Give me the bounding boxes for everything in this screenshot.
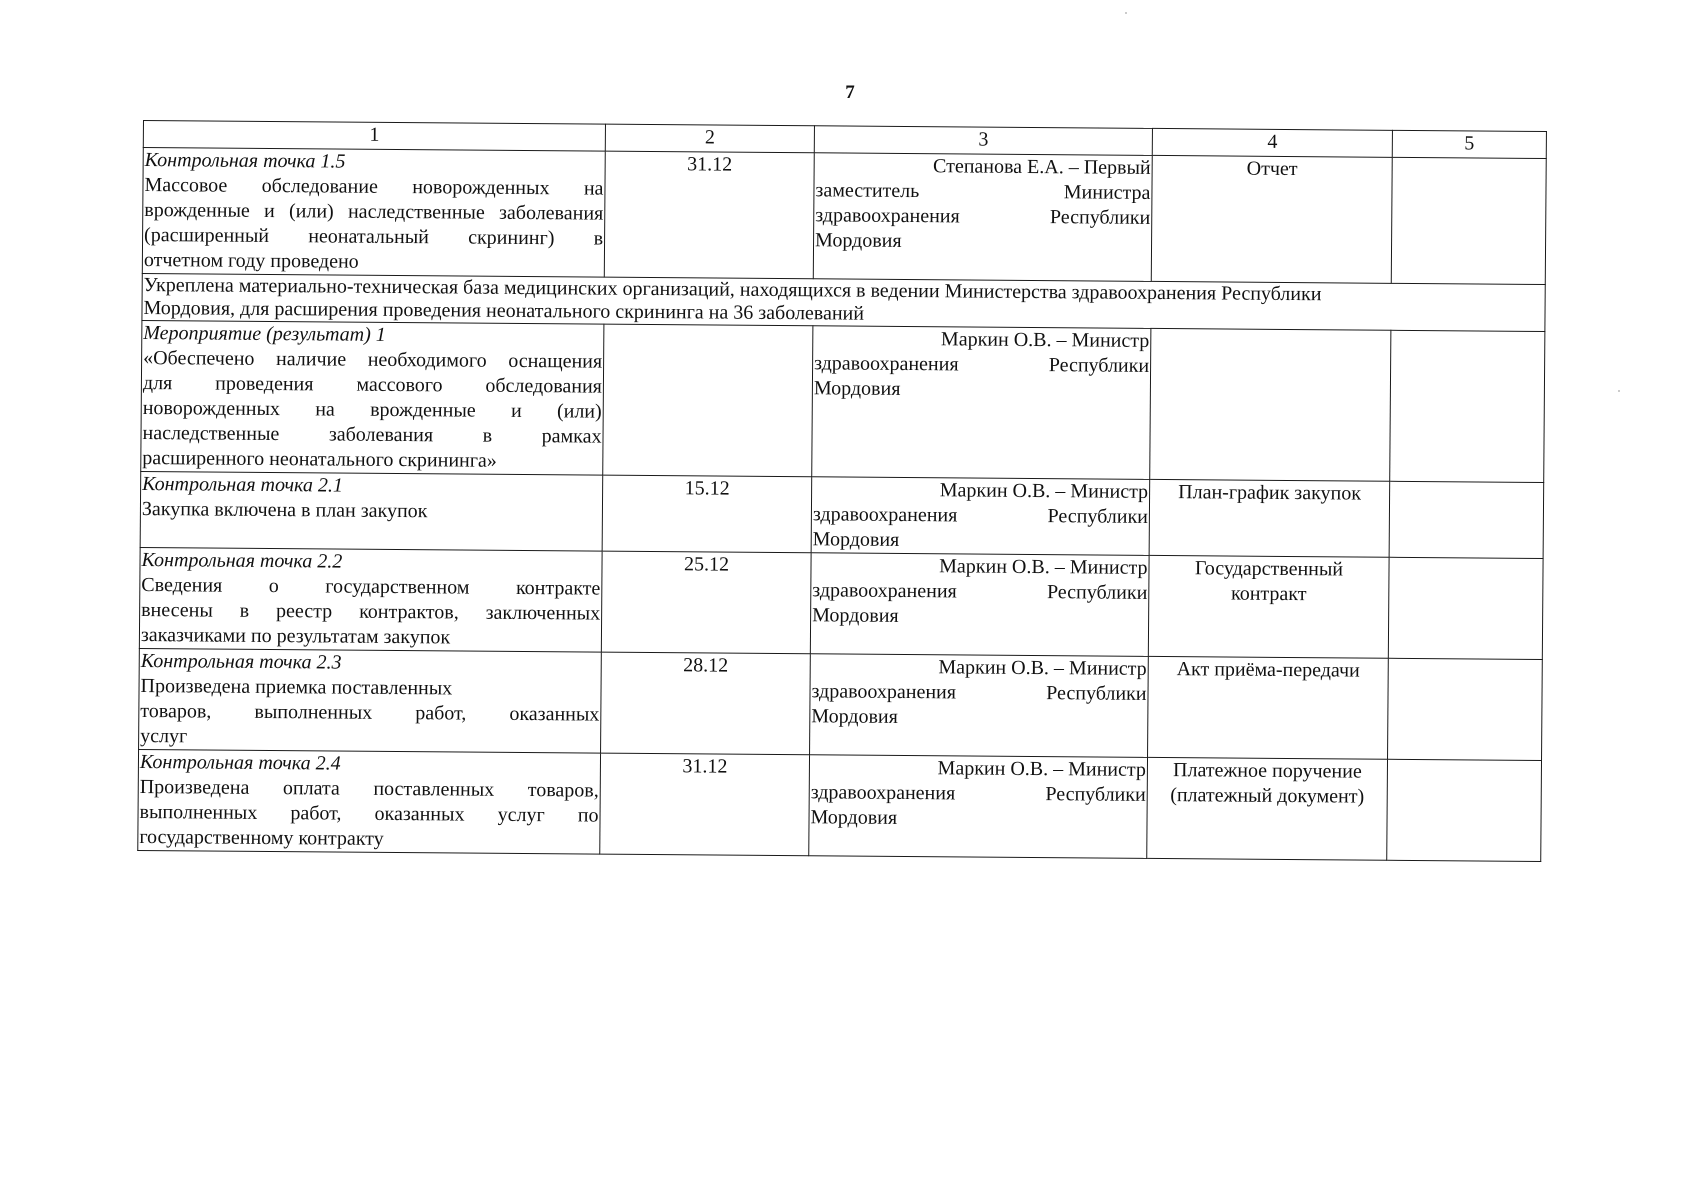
responsible-line: Мордовия: [813, 377, 901, 400]
event-cell: [138, 749, 601, 854]
date-cell: 28.12: [601, 652, 811, 755]
table-row: [140, 471, 1544, 558]
scan-speck: [1125, 12, 1127, 14]
responsible-cell: [811, 477, 1150, 556]
event-cell: [140, 471, 603, 551]
column-header: 2: [605, 124, 814, 153]
description-line: Произведена оплата поставленных товаров,: [139, 775, 599, 802]
document-cell: Акт приёма-передачи: [1148, 656, 1389, 759]
table-row: [139, 547, 1543, 659]
description-line: услуг: [140, 724, 188, 748]
date-cell: 25.12: [601, 551, 811, 654]
description-line: «Обеспечено наличие необходимого оснащения: [143, 347, 603, 373]
note-cell: [1387, 759, 1542, 861]
responsible-line: Мордовия: [814, 229, 902, 252]
description-line: врожденные и (или) наследственные заболевания: [144, 199, 604, 225]
row-title: Контрольная точка 2.1: [142, 473, 343, 497]
row-title: Контрольная точка 2.2: [141, 549, 343, 573]
description-line: государственному контракту: [139, 825, 384, 850]
event-cell: [141, 320, 604, 475]
responsible-line: Маркин О.В. – Министр: [939, 555, 1148, 579]
table-row: [142, 148, 1546, 285]
document-cell: Отчет: [1151, 155, 1392, 283]
table-row: [141, 320, 1545, 482]
row-title: Мероприятие (результат) 1: [143, 322, 386, 346]
section-line: Мордовия, для расширения проведения неонатального скрининга на 36 заболеваний: [143, 297, 865, 325]
description-line: товаров, выполненных работ, оказанных: [140, 699, 600, 726]
responsible-line: здравоохранения Республики: [814, 352, 1150, 377]
responsible-line: Степанова Е.А. – Первый: [932, 155, 1151, 179]
description-line: новорожденных на врожденные и (или): [142, 397, 602, 423]
row-title: Контрольная точка 1.5: [144, 149, 346, 173]
table-row: [138, 749, 1542, 861]
date-cell: 15.12: [602, 475, 812, 553]
document-cell: [1148, 555, 1389, 658]
scan-speck: [1618, 390, 1620, 392]
responsible-cell: [810, 553, 1149, 657]
document-line: (платежный документ): [1170, 784, 1365, 808]
responsible-line: заместитель Министра: [815, 179, 1151, 204]
spacer-line: [142, 522, 601, 551]
responsible-cell: [813, 153, 1152, 282]
note-cell: [1390, 330, 1545, 482]
page-number: 7: [845, 82, 855, 103]
description-line: для проведения массового обследования: [142, 372, 603, 398]
responsible-line: здравоохранения Республики: [812, 579, 1148, 604]
responsible-line: Маркин О.В. – Министр: [940, 328, 1150, 352]
row-title: Контрольная точка 2.4: [139, 750, 341, 775]
column-header: 5: [1392, 130, 1546, 158]
responsible-line: здравоохранения Республики: [815, 204, 1151, 229]
responsible-line: Маркин О.В. – Министр: [937, 757, 1147, 781]
table-row: [139, 648, 1543, 760]
responsible-line: Мордовия: [812, 604, 899, 627]
responsible-line: Маркин О.В. – Министр: [938, 656, 1147, 680]
responsible-line: Маркин О.В. – Министр: [939, 479, 1149, 503]
description-line: Закупка включена в план закупок: [141, 498, 428, 523]
responsible-line: Мордовия: [811, 705, 898, 728]
responsible-cell: [810, 654, 1149, 758]
control-points-table: [137, 120, 1547, 862]
description-line: Сведения о государственном контракте: [141, 574, 601, 600]
date-cell: 31.12: [604, 151, 814, 279]
date-cell: 31.12: [600, 753, 810, 856]
event-cell: [139, 547, 602, 652]
date-cell: [603, 324, 813, 477]
section-line: Укреплена материально-техническая база медицинских организаций, находящихся в ведении Министерства здравоохранения Республики: [143, 274, 1322, 306]
event-cell: [139, 648, 602, 753]
document-line: Платежное поручение: [1172, 759, 1362, 783]
description-line: выполненных работ, оказанных услуг по: [139, 800, 599, 827]
responsible-cell: [812, 326, 1151, 480]
document-line: Государственный: [1194, 557, 1344, 581]
responsible-line: Мордовия: [812, 528, 900, 551]
responsible-line: здравоохранения Республики: [810, 781, 1146, 806]
description-line: расширенного неонатального скрининга»: [142, 447, 497, 472]
responsible-line: Мордовия: [810, 806, 898, 829]
description-line: наследственные заболевания в рамках: [142, 422, 602, 448]
column-header: 4: [1152, 128, 1392, 157]
note-cell: [1388, 658, 1543, 760]
row-title: Контрольная точка 2.3: [140, 649, 342, 674]
note-cell: [1389, 481, 1544, 558]
responsible-cell: [809, 755, 1148, 859]
note-cell: [1391, 157, 1546, 284]
description-line: заказчиками по результатам закупок: [140, 624, 451, 649]
column-header: 1: [143, 121, 605, 152]
responsible-line: здравоохранения Республики: [811, 680, 1147, 705]
note-cell: [1388, 557, 1543, 659]
responsible-line: здравоохранения Республики: [812, 503, 1149, 528]
description-line: (расширенный неонатальный скрининг) в: [144, 224, 604, 250]
document-cell: [1150, 328, 1391, 481]
event-cell: [142, 148, 605, 278]
document-line: контракт: [1230, 582, 1307, 606]
column-header: 3: [814, 126, 1152, 156]
document-cell: [1147, 757, 1388, 860]
description-line: Массовое обследование новорожденных на: [144, 174, 604, 200]
document-cell: План-график закупок: [1149, 479, 1390, 557]
description-line: Произведена приемка поставленных: [140, 674, 453, 700]
description-line: внесены в реестр контрактов, заключенных: [141, 599, 601, 625]
description-line: отчетном году проведено: [143, 249, 359, 273]
